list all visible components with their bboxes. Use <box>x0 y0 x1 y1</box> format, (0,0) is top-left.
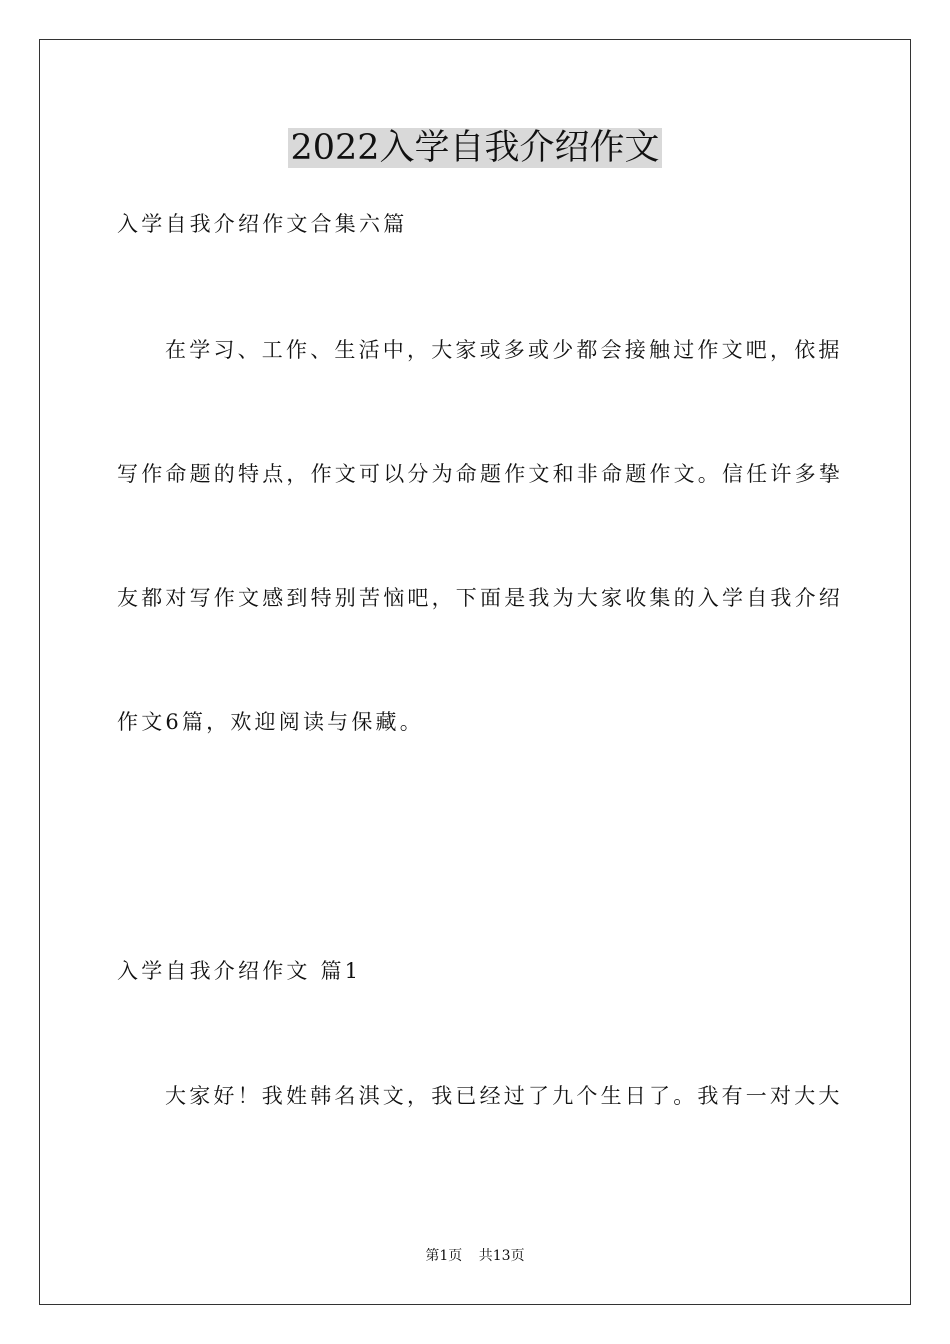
document-title-text: 2022入学自我介绍作文 <box>290 128 660 168</box>
page-number: 第1页 <box>425 1248 463 1264</box>
intro-line: 在学习、工作、生活中，大家或多或少都会接触过作文吧，依据 <box>165 338 843 362</box>
document-title <box>0 126 950 170</box>
intro-line: 作文6篇，欢迎阅读与保藏。 <box>117 710 424 734</box>
intro-line: 写作命题的特点，作文可以分为命题作文和非命题作文。信任许多挚 <box>117 462 843 486</box>
document-subtitle: 入学自我介绍作文合集六篇 <box>117 212 408 236</box>
intro-line: 友都对写作文感到特别苦恼吧，下面是我为大家收集的入学自我介绍 <box>117 586 843 610</box>
page-footer <box>0 1246 950 1266</box>
section-heading: 入学自我介绍作文 篇1 <box>117 959 362 983</box>
page-total: 共13页 <box>478 1248 525 1264</box>
section-paragraph-line: 大家好！我姓韩名淇文，我已经过了九个生日了。我有一对大大 <box>165 1084 843 1108</box>
